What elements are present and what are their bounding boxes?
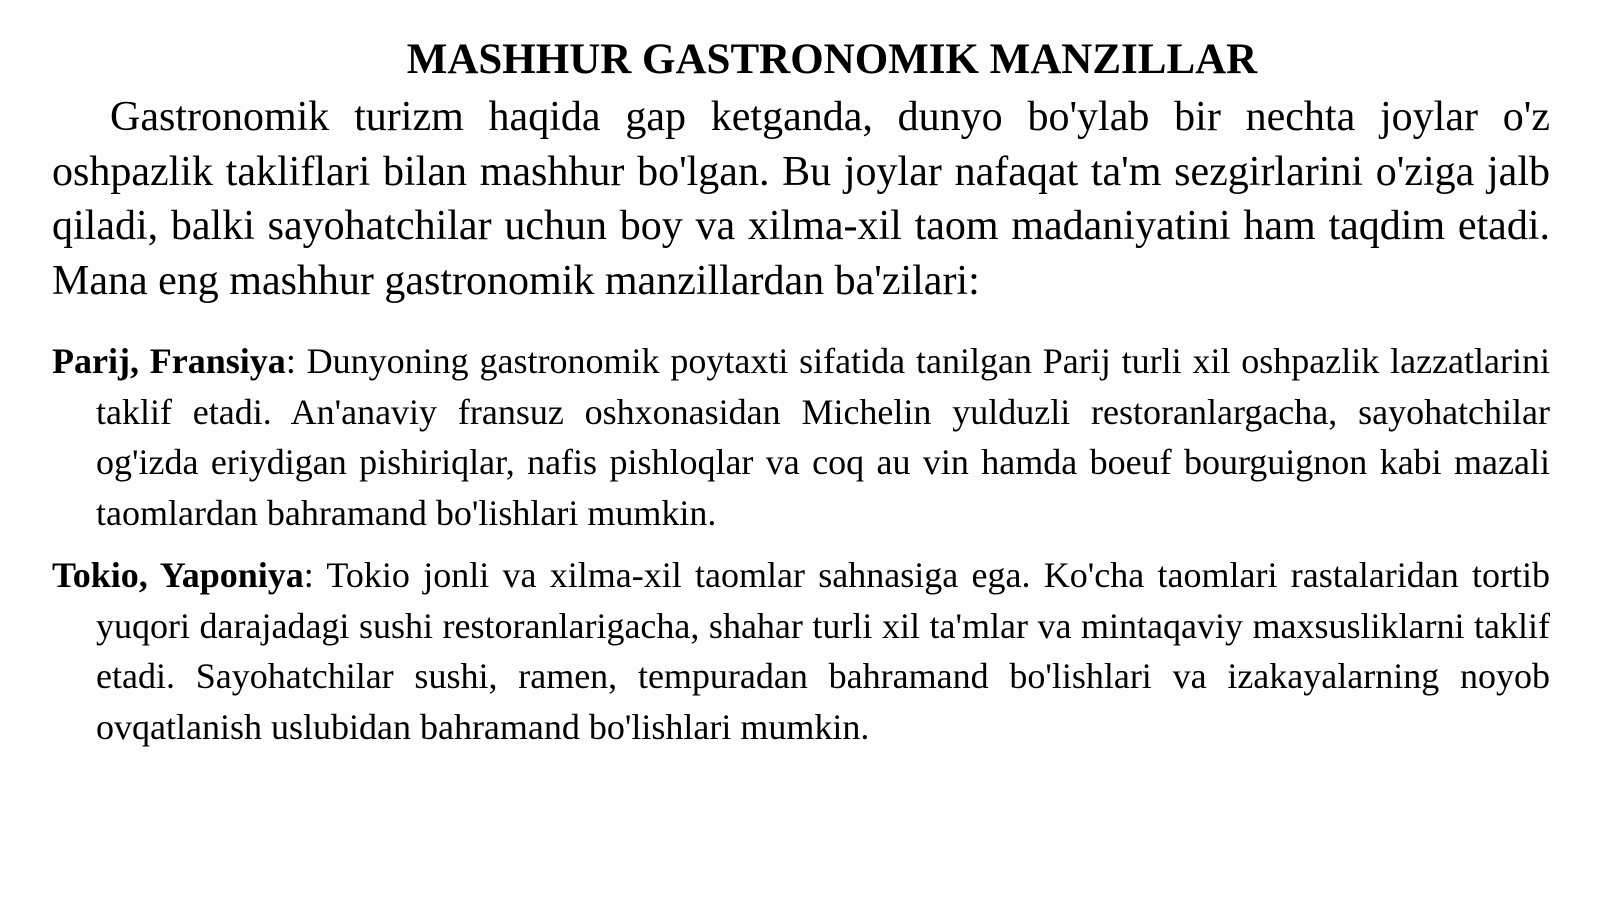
destination-item-tokyo [52, 550, 1550, 752]
intro-paragraph: Gastronomik turizm haqida gap ketganda, dunyo bo'ylab bir nechta joylar o'z oshpazlik takliflari bilan mashhur bo'lgan. Bu joylar nafaqat ta'm sezgirlarini o'ziga jalb qiladi, balki sayohatchilar uchun boy va xilma-xil taom madaniyatini ham taqdim etadi. Mana eng mashhur gastronomik manzillardan ba'zilari: [52, 94, 1550, 304]
destination-separator: : [285, 341, 296, 381]
destination-description-tokyo: Tokio jonli va xilma-xil taomlar sahnasiga ega. Ko'cha taomlari rastalaridan tortib yuqori darajadagi sushi restoranlarigacha, shahar turli xil ta'mlar va mintaqaviy maxsusliklarni taklif etadi. Sayohatchilar sushi, ramen, tempuradan bahramand bo'lishlari va izakayalarning noyob ovqatlanish uslubidan bahramand bo'lishlari mumkin. [96, 555, 1550, 747]
destination-separator: : [303, 555, 314, 595]
destination-term-tokyo: Tokio, Yaponiya [52, 555, 304, 595]
page-title: MASHHUR GASTRONOMIK MANZILLAR [406, 36, 1258, 83]
destination-item-paris [52, 336, 1550, 538]
destination-term-paris: Parij, Fransiya [52, 341, 286, 381]
destination-description-paris: Dunyoning gastronomik poytaxti sifatida tanilgan Parij turli xil oshpazlik lazzatlarini taklif etadi. An'anaviy fransuz oshxonasidan Michelin yulduzli restoranlargacha, sayohatchilar og'izda eriydigan pishiriqlar, nafis pishloqlar va coq au vin hamda boeuf bourguignon kabi mazali taomlardan bahramand bo'lishlari mumkin. [96, 341, 1550, 533]
